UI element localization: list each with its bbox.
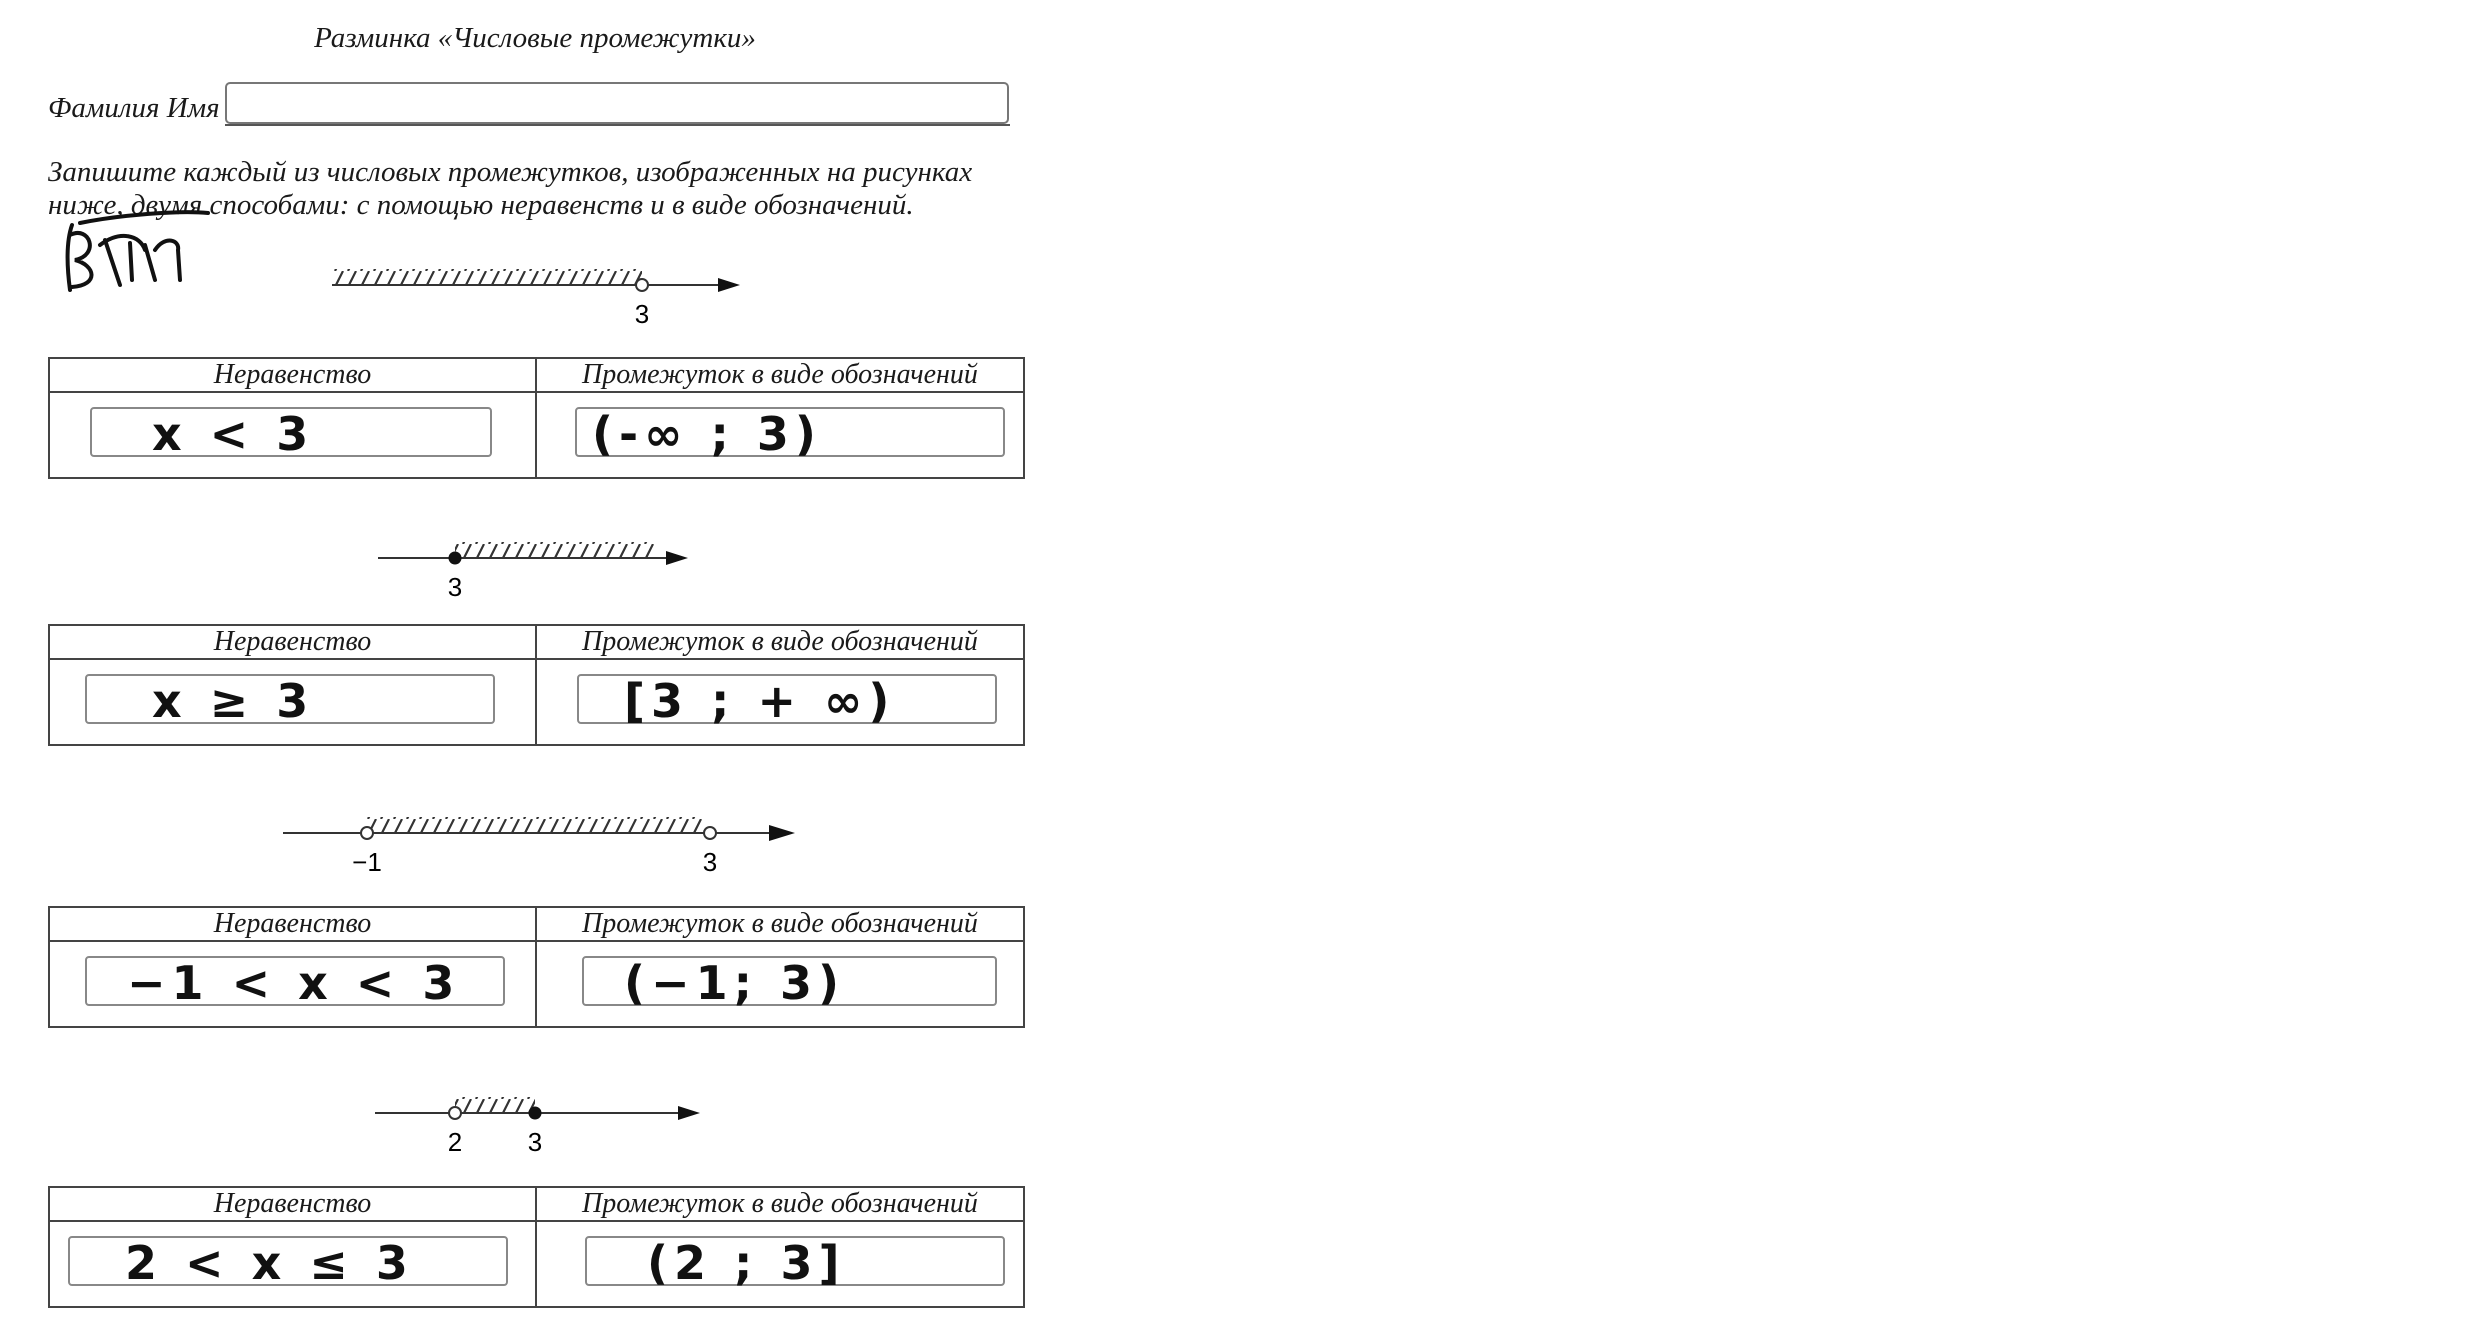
- interval-answer-field[interactable]: [3 ; + ∞): [577, 674, 997, 724]
- inequality-answer-field[interactable]: −1 < x < 3: [85, 956, 505, 1006]
- interval-header: Промежуток в виде обозначений: [536, 907, 1024, 941]
- interval-header: Промежуток в виде обозначений: [536, 1187, 1024, 1221]
- tick-label: 3: [702, 847, 718, 877]
- interval-answer-field[interactable]: (−1; 3): [582, 956, 997, 1006]
- open-point: [636, 279, 648, 291]
- name-label: Фамилия Имя: [48, 92, 220, 124]
- interval-header: Промежуток в виде обозначений: [536, 358, 1024, 392]
- closed-point: [449, 552, 462, 565]
- answer-table-1: [48, 357, 1025, 479]
- tick-label: 3: [447, 572, 463, 602]
- inequality-header: Неравенство: [49, 625, 536, 659]
- inequality-answer-field[interactable]: x ≥ 3: [85, 674, 495, 724]
- tick-label: −1: [352, 847, 382, 877]
- number-line-3: [275, 803, 805, 883]
- tick-label: 2: [447, 1127, 463, 1157]
- axis-arrow-icon: [718, 278, 740, 292]
- answer-table-4: [48, 1186, 1025, 1308]
- answer-table-3: [48, 906, 1025, 1028]
- tick-label: 3: [527, 1127, 543, 1157]
- worksheet-title: Разминка «Числовые промежутки»: [314, 22, 756, 54]
- instruction-text: Запишите каждый из числовых промежутков, изображенных на рисунках ниже, двумя способами: с помощью неравенств и в виде обозначений.: [48, 156, 973, 221]
- axis-arrow-icon: [769, 825, 795, 841]
- signature-scribble: [60, 205, 210, 305]
- axis-arrow-icon: [678, 1106, 700, 1120]
- shaded-region: [332, 269, 642, 285]
- inequality-header: Неравенство: [49, 1187, 536, 1221]
- number-line-1: [320, 255, 760, 335]
- open-point: [449, 1107, 461, 1119]
- inequality-answer-field[interactable]: x < 3: [90, 407, 492, 457]
- shaded-region: [455, 542, 655, 558]
- interval-answer-field[interactable]: (-∞ ; 3): [575, 407, 1005, 457]
- inequality-header: Неравенство: [49, 907, 536, 941]
- open-point: [704, 827, 716, 839]
- shaded-region: [367, 817, 705, 833]
- number-line-2: [370, 528, 710, 608]
- closed-point: [529, 1107, 542, 1120]
- shaded-region: [455, 1097, 535, 1113]
- name-underline: [225, 124, 1010, 126]
- answer-table-2: [48, 624, 1025, 746]
- name-input[interactable]: [225, 82, 1009, 124]
- number-line-4: [370, 1083, 710, 1163]
- inequality-header: Неравенство: [49, 358, 536, 392]
- interval-header: Промежуток в виде обозначений: [536, 625, 1024, 659]
- inequality-answer-field[interactable]: 2 < x ≤ 3: [68, 1236, 508, 1286]
- interval-answer-field[interactable]: (2 ; 3]: [585, 1236, 1005, 1286]
- tick-label: 3: [634, 299, 650, 329]
- open-point: [361, 827, 373, 839]
- axis-arrow-icon: [666, 551, 688, 565]
